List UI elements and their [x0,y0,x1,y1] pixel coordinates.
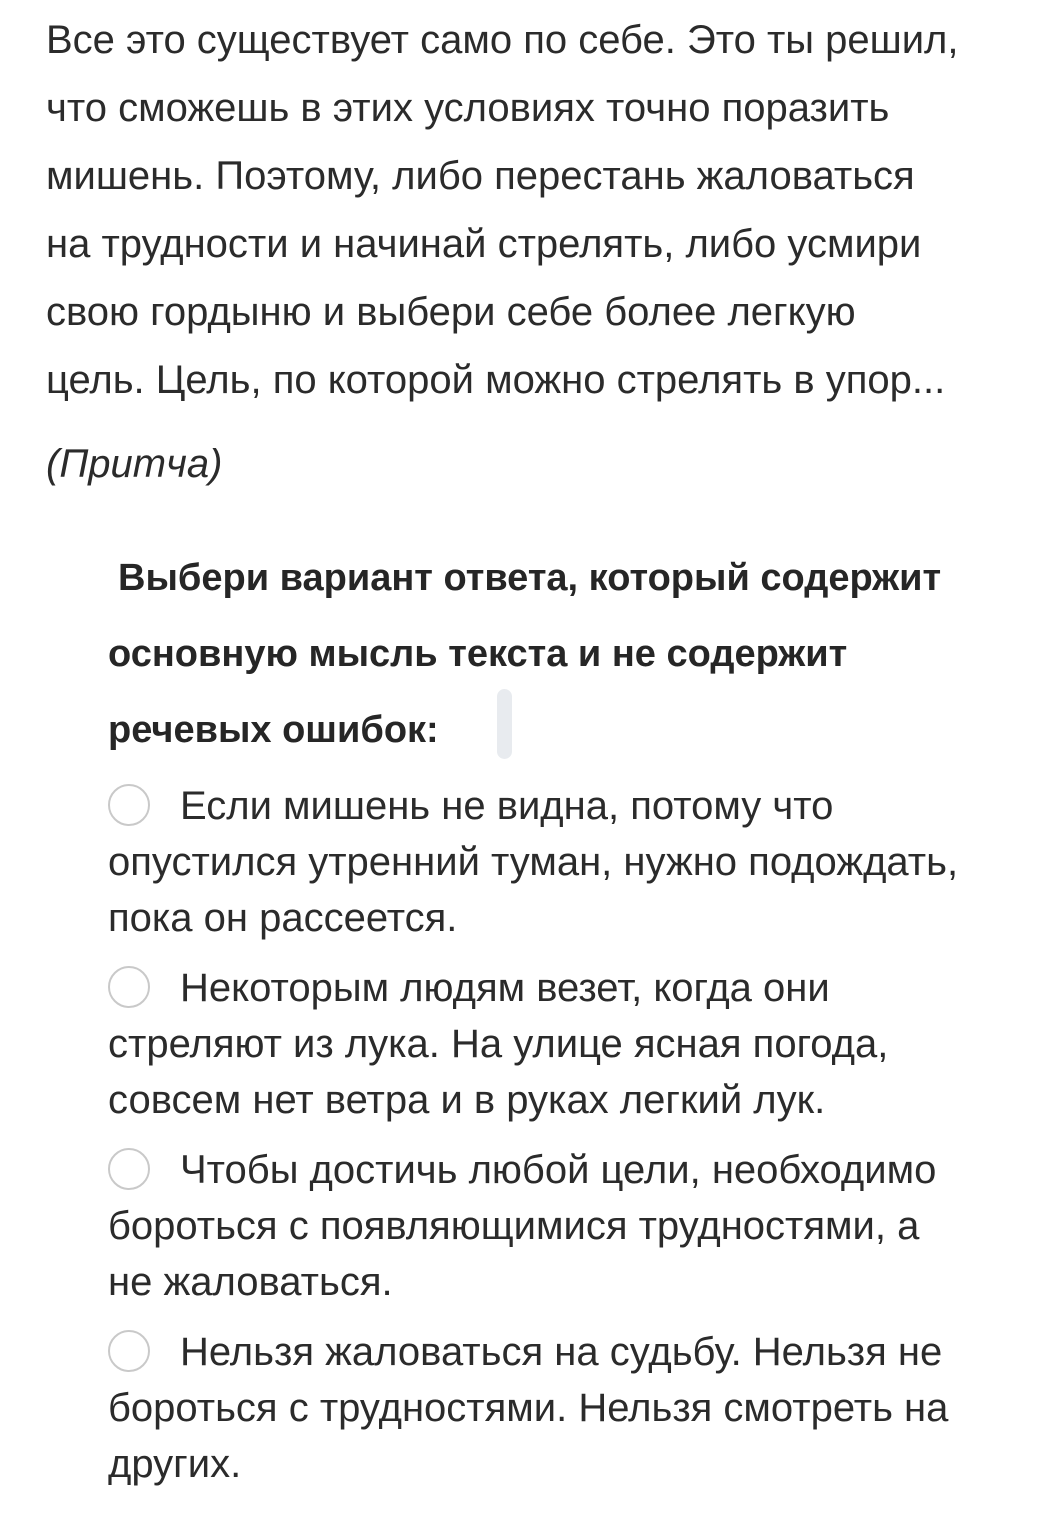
option-line: совсем нет ветра и в руках легкий лук. [108,1078,826,1122]
passage-line: Все это существует само по себе. Это ты решил, [46,18,959,62]
option-line: пока он рассеется. [108,896,458,940]
question-prompt [108,540,1038,768]
answer-option-1[interactable] [108,778,1038,960]
answer-option-2[interactable] [108,960,1038,1142]
option-line: не жаловаться. [108,1260,393,1304]
answer-option-4[interactable] [108,1324,1038,1506]
answer-options [108,778,1038,1506]
option-line: стреляют из лука. На улице ясная погода, [108,1022,889,1066]
text-cursor-marker [497,689,512,759]
passage-source: (Притча) [46,442,223,486]
passage-line: цель. Цель, по которой можно стрелять в упор... [46,358,946,402]
question-line: основную мысль текста и не содержит [108,633,848,675]
option-label [108,778,1038,946]
question-line: речевых ошибок: [108,709,439,751]
radio-button[interactable] [108,966,150,1008]
answer-option-3[interactable] [108,1142,1038,1324]
option-line: Некоторым людям везет, когда они [180,966,830,1010]
option-line: Нельзя жаловаться на судьбу. Нельзя не [180,1330,943,1374]
passage-line: свою гордыню и выбери себе более легкую [46,290,856,334]
option-line: других. [108,1442,242,1486]
option-line: Если мишень не видна, потому что [180,784,834,828]
passage-text [46,6,1036,414]
radio-button[interactable] [108,784,150,826]
passage-line: что сможешь в этих условиях точно поразить [46,86,890,130]
option-label [108,1324,1038,1492]
option-label [108,1142,1038,1310]
radio-button[interactable] [108,1330,150,1372]
question-line: Выбери вариант ответа, который содержит [118,557,942,599]
passage-line: мишень. Поэтому, либо перестань жаловаться [46,154,915,198]
option-line: Чтобы достичь любой цели, необходимо [180,1148,937,1192]
option-label [108,960,1038,1128]
radio-button[interactable] [108,1148,150,1190]
passage-line: на трудности и начинай стрелять, либо усмири [46,222,922,266]
option-line: бороться с появляющимися трудностями, а [108,1204,920,1248]
option-line: опустился утренний туман, нужно подождать, [108,840,959,884]
option-line: бороться с трудностями. Нельзя смотреть на [108,1386,949,1430]
